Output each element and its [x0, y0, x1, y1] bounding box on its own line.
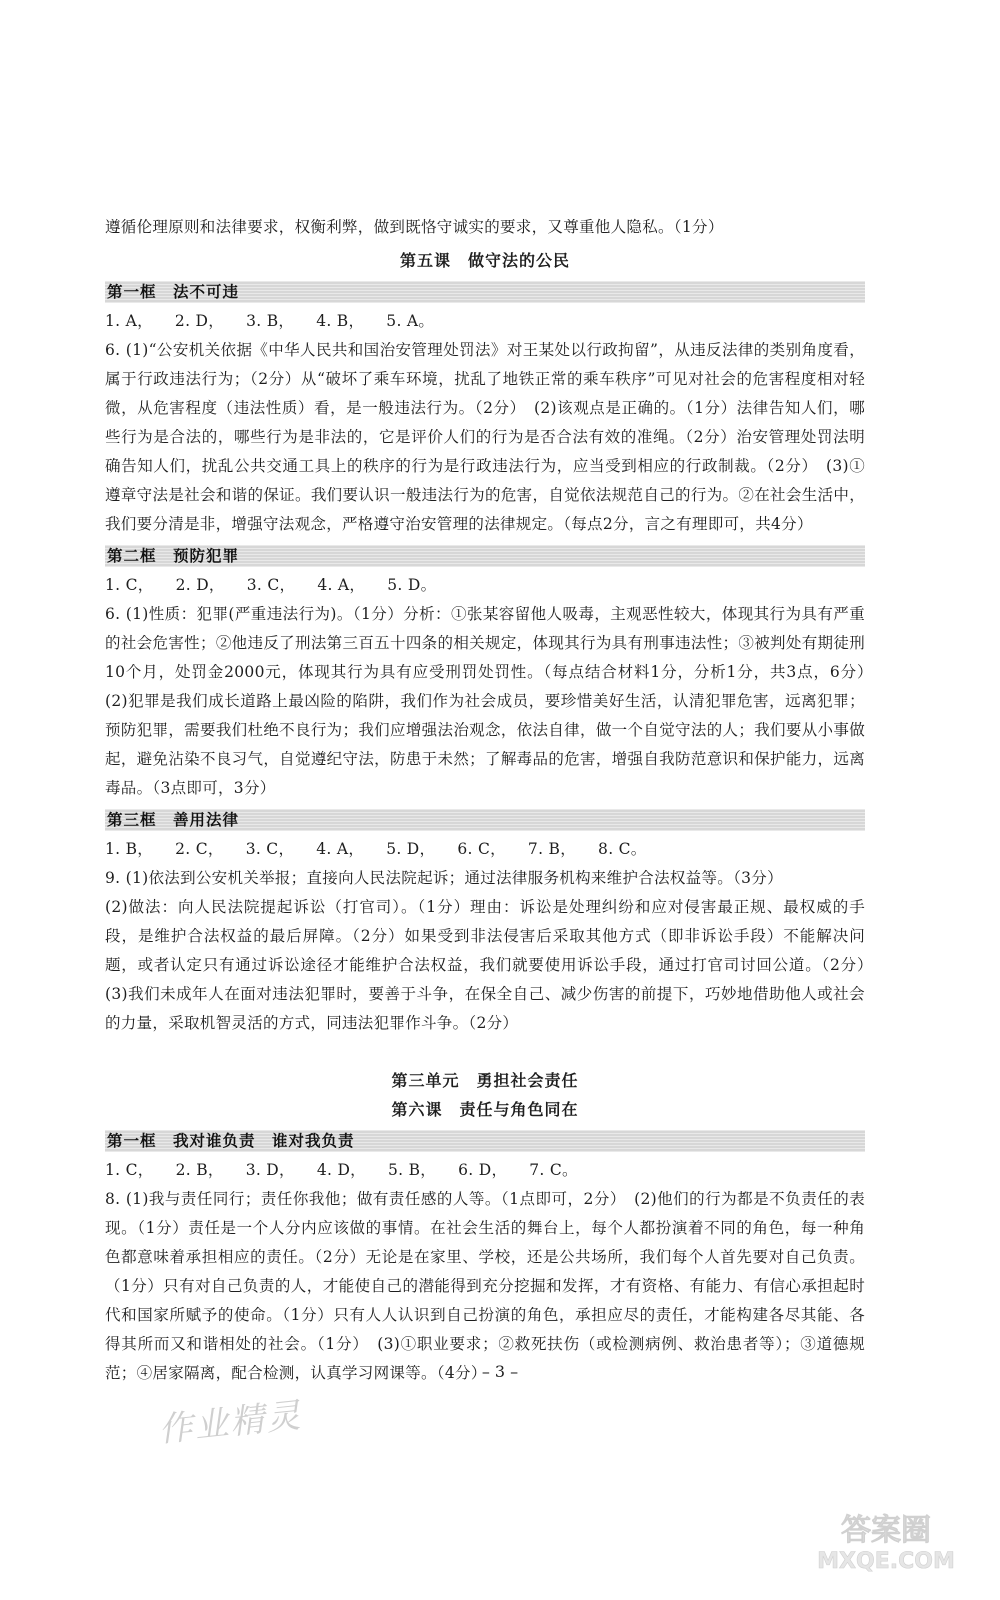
- site-logo: [796, 1506, 976, 1576]
- answer-q9-part2: (2)做法：向人民法院提起诉讼（打官司）。（1分）理由：诉讼是处理纠纷和应对侵害最正规、最权威的手段，是维护合法权益的最后屏障。（2分）如果受到非法侵害后采取其他方式（即非诉讼手段）不能解决问题，或者认定只有通过诉讼途径才能维护合法权益，我们就要使用诉讼手段，通过打官司讨回公道。（2分） (3)我们未成年人在面对违法犯罪时，要善于斗争，在保全自己、减少伤害的前提下，巧妙地借助他人或社会的力量，采取机智灵活的方式，同违法犯罪作斗争。（2分）: [105, 898, 881, 1032]
- section-header-lesson5-1: 第一框 法不可违: [105, 281, 865, 303]
- page-number: – 3 –: [481, 1362, 519, 1381]
- logo-text: MXQE.COM: [817, 1549, 955, 1574]
- choice-answers-lesson5-3: 1. B， 2. C， 3. C， 4. A， 5. D， 6. C， 7. B， 8. C。: [105, 840, 647, 858]
- lesson6-title: 第六课 责任与角色同在: [391, 1100, 579, 1119]
- lesson5-title: 第五课 做守法的公民: [399, 251, 570, 270]
- answer-q9-part1: 9. (1)依法到公安机关举报；直接向人民法院起诉；通过法律服务机构来维护合法权益等。（3分）: [105, 869, 783, 887]
- unit3-title: 第三单元 勇担社会责任: [391, 1071, 579, 1090]
- answer-content: [105, 213, 881, 1388]
- answer-q8-lesson6-1: 8. (1)我与责任同行；责任你我他；做有责任感的人等。（1点即可，2分） (2)他们的行为都是不负责任的表现。（1分）责任是一个人分内应该做的事情。在社会生活的舞台上，每个人都扮演着不同的角色，每一种角色都意味着承担相应的责任。（2分）无论是在家里、学校，还是公共场所，我们每个人首先要对自己负责。（1分）只有对自己负责的人，才能使自己的潜能得到充分挖掘和发挥，才有资格、有能力、有信心承担起时代和国家所赋予的使命。（1分）只有人人认识到自己扮演的角色，承担应尽的责任，才能构建各尽其能、各得其所而又和谐相处的社会。（1分） (3)①职业要求；②救死扶伤（或检测病例、救治患者等）；③道德规范；④居家隔离，配合检测，认真学习网课等。（4分）: [105, 1190, 865, 1382]
- section-header-lesson5-3: 第三框 善用法律: [105, 809, 865, 831]
- answer-q6-lesson5-1: 6. (1)“公安机关依据《中华人民共和国治安管理处罚法》对王某处以行政拘留”，从违反法律的类别角度看，属于行政违法行为；（2分）从“破坏了乘车环境，扰乱了地铁正常的乘车秩序”可见对社会的危害程度相对轻微，从危害程度（违法性质）看，是一般违法行为。（2分） (2)该观点是正确的。（1分）法律告知人们，哪些行为是合法的，哪些行为是非法的，它是评价人们的行为是否合法有效的准绳。（2分）治安管理处罚法明确告知人们，扰乱公共交通工具上的秩序的行为是行政违法行为，应当受到相应的行政制裁。（2分） (3)①遵章守法是社会和谐的保证。我们要认识一般违法行为的危害，自觉依法规范自己的行为。②在社会生活中，我们要分清是非，增强守法观念，严格遵守治安管理的法律规定。（每点2分，言之有理即可，共4分）: [105, 341, 865, 533]
- section-header-lesson5-2: 第二框 预防犯罪: [105, 545, 865, 567]
- answer-q6-lesson5-2: 6. (1)性质：犯罪(严重违法行为)。（1分）分析：①张某容留他人吸毒，主观恶性较大，体现其行为具有严重的社会危害性；②他违反了刑法第三百五十四条的相关规定，体现其行为具有刑事违法性；③被判处有期徒刑10个月，处罚金2000元，体现其行为具有应受刑罚处罚性。（每点结合材料1分，分析1分，共3点，6分） (2)犯罪是我们成长道路上最凶险的陷阱，我们作为社会成员，要珍惜美好生活，认清犯罪危害，远离犯罪；预防犯罪，需要我们杜绝不良行为；我们应增强法治观念，依法自律，做一个自觉守法的人；我们要从小事做起，避免沾染不良习气，自觉遵纪守法，防患于未然；了解毒品的危害，增强自我防范意识和保护能力，远离毒品。（3点即可，3分）: [105, 605, 881, 797]
- intro-line: 遵循伦理原则和法律要求，权衡利弊，做到既恪守诚实的要求，又尊重他人隐私。（1分）: [105, 218, 724, 236]
- choice-answers-lesson5-1: 1. A， 2. D， 3. B， 4. B， 5. A。: [105, 312, 435, 330]
- logo-glyphs: 答案圈: [841, 1513, 931, 1548]
- choice-answers-lesson6-1: 1. C， 2. B， 3. D， 4. D， 5. B， 6. D， 7. C。: [105, 1161, 578, 1179]
- watermark: 作业精灵: [156, 1395, 305, 1451]
- choice-answers-lesson5-2: 1. C， 2. D， 3. C， 4. A， 5. D。: [105, 576, 437, 594]
- section-header-lesson6-1: 第一框 我对谁负责 谁对我负责: [105, 1130, 865, 1152]
